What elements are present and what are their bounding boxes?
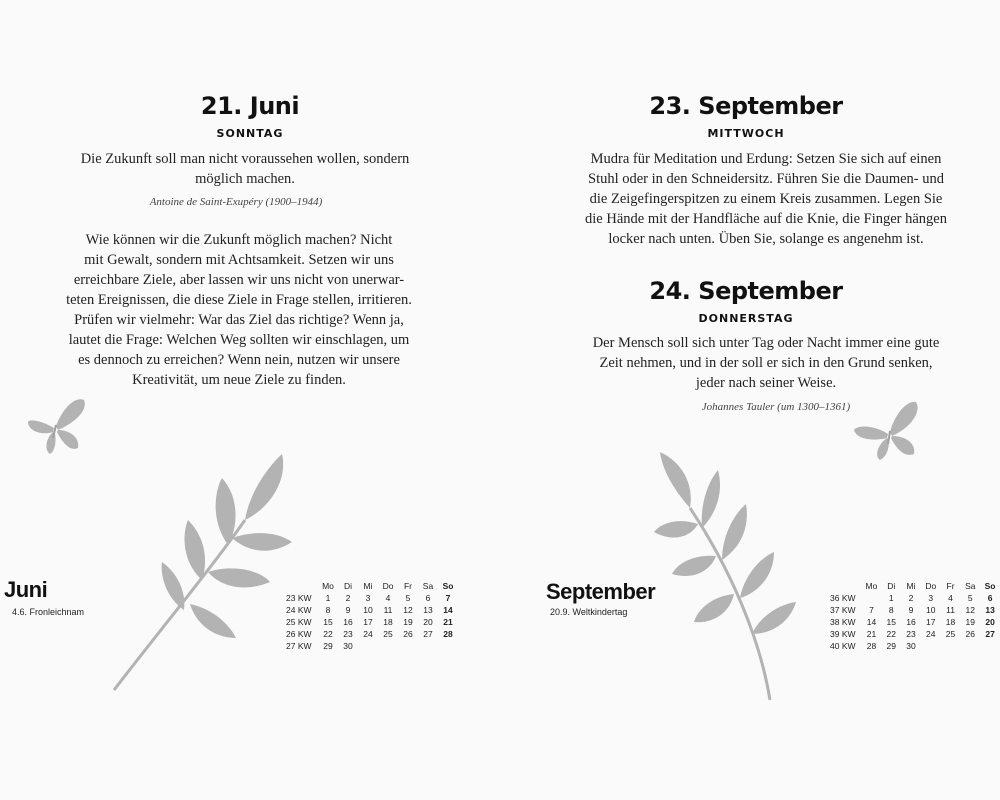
calendar-week-number: 37 KW bbox=[830, 605, 856, 615]
calendar-day: 1 bbox=[888, 593, 894, 603]
calendar-header: Mo bbox=[865, 581, 878, 591]
calendar-day: 21 bbox=[443, 617, 453, 627]
calendar-day: 9 bbox=[908, 605, 914, 615]
calendar-day: 23 bbox=[343, 629, 353, 639]
calendar-header: Fr bbox=[403, 581, 413, 591]
calendar-day: 3 bbox=[928, 593, 934, 603]
calendar-day: 15 bbox=[886, 617, 896, 627]
calendar-header: Fr bbox=[946, 581, 955, 591]
calendar-header: So bbox=[984, 581, 996, 591]
quote bbox=[30, 149, 460, 189]
calendar-day: 28 bbox=[866, 641, 877, 651]
calendar-day: 18 bbox=[383, 617, 393, 627]
calendar-day bbox=[862, 592, 882, 604]
text-line: die Zeigefingerspitzen zu einem Kreis zusammen. Legen Sie bbox=[589, 191, 943, 207]
calendar-week-number: 25 KW bbox=[286, 617, 312, 627]
quote-line: Zeit nehmen, und in der soll er sich in den Grund senken, bbox=[599, 355, 933, 371]
text-line: teten Ereignissen, die diese Ziele in Frage stellen, irritieren. bbox=[66, 292, 412, 308]
calendar-day bbox=[418, 640, 438, 652]
calendar-day: 15 bbox=[323, 617, 333, 627]
calendar-day: 3 bbox=[365, 593, 371, 603]
calendar-day: 4 bbox=[948, 593, 953, 603]
butterfly-icon bbox=[22, 392, 92, 462]
calendar-day: 16 bbox=[343, 617, 353, 627]
calendar-day: 20 bbox=[423, 617, 433, 627]
calendar-day: 27 bbox=[423, 629, 433, 639]
calendar-week-number: 27 KW bbox=[286, 641, 312, 651]
entry-weekday: DONNERSTAG bbox=[698, 312, 794, 325]
calendar-week-row bbox=[830, 604, 1000, 616]
calendar-day: 17 bbox=[363, 617, 373, 627]
calendar-header: Do bbox=[382, 581, 394, 591]
calendar-day: 1 bbox=[325, 593, 331, 603]
calendar-day: 2 bbox=[908, 593, 914, 603]
meditation-text bbox=[536, 149, 996, 249]
leaf-branch-icon bbox=[650, 448, 830, 704]
quote bbox=[536, 333, 996, 393]
calendar-day: 19 bbox=[965, 617, 975, 627]
calendar-header bbox=[286, 580, 318, 592]
quote-line: Die Zukunft soll man nicht voraussehen wollen, sondern bbox=[80, 151, 410, 167]
calendar-day: 22 bbox=[323, 629, 333, 639]
calendar-day: 25 bbox=[945, 629, 956, 639]
calendar-day: 29 bbox=[886, 641, 896, 651]
calendar-day: 22 bbox=[886, 629, 896, 639]
calendar-day bbox=[438, 640, 458, 652]
calendar-header: Mi bbox=[906, 581, 916, 591]
calendar-day: 10 bbox=[926, 605, 936, 615]
calendar-day: 14 bbox=[866, 617, 877, 627]
calendar-day: 29 bbox=[323, 641, 333, 651]
calendar-day: 11 bbox=[383, 605, 393, 615]
entry-date: 21. Juni bbox=[200, 92, 300, 120]
holiday-note: 4.6. Fronleichnam bbox=[12, 607, 85, 617]
calendar-day: 30 bbox=[343, 641, 353, 651]
calendar-day bbox=[960, 640, 980, 652]
quote-author: Antoine de Saint-Exupéry (1900–1944) bbox=[149, 196, 323, 208]
calendar-header-row bbox=[286, 580, 458, 592]
text-line: die Hände mit der Handfläche auf die Knie, die Finger hängen bbox=[585, 211, 947, 227]
calendar-week-number: 40 KW bbox=[830, 641, 856, 651]
calendar-week-row bbox=[286, 592, 458, 604]
calendar-day: 4 bbox=[385, 593, 391, 603]
text-line: lautet die Frage: Welchen Weg sollten wir einschlagen, um bbox=[68, 332, 410, 348]
text-line: Prüfen wir vielmehr: War das Ziel das richtige? Wenn ja, bbox=[74, 312, 404, 328]
calendar-header: Mo bbox=[322, 581, 334, 591]
calendar-week-row bbox=[286, 604, 458, 616]
calendar-header-row bbox=[830, 580, 1000, 592]
quote-line: jeder nach seiner Weise. bbox=[695, 375, 837, 391]
calendar-week-row bbox=[286, 616, 458, 628]
calendar-week-number: 23 KW bbox=[286, 593, 312, 603]
calendar-day bbox=[980, 640, 1000, 652]
calendar-day: 16 bbox=[906, 617, 916, 627]
calendar-week-row bbox=[830, 640, 1000, 652]
calendar-header bbox=[830, 580, 862, 592]
calendar-day: 13 bbox=[985, 605, 995, 615]
calendar-day: 23 bbox=[906, 629, 916, 639]
calendar-day bbox=[921, 640, 941, 652]
calendar-day: 5 bbox=[405, 593, 411, 603]
quote-line: möglich machen. bbox=[195, 171, 295, 187]
calendar-week-row bbox=[830, 592, 1000, 604]
leaf-branch-icon bbox=[110, 450, 300, 695]
calendar-day: 19 bbox=[403, 617, 413, 627]
calendar-day: 7 bbox=[869, 605, 874, 615]
calendar-week-number: 38 KW bbox=[830, 617, 856, 627]
calendar-day: 2 bbox=[345, 593, 351, 603]
text-line: Kreativität, um neue Ziele zu finden. bbox=[132, 372, 346, 388]
calendar-day bbox=[378, 640, 398, 652]
text-line: Wie können wir die Zukunft möglich machen? Nicht bbox=[85, 232, 393, 248]
calendar-day bbox=[941, 640, 961, 652]
calendar-day: 27 bbox=[985, 629, 995, 639]
calendar-header: So bbox=[442, 581, 454, 591]
calendar-day: 28 bbox=[443, 629, 453, 639]
calendar-header: Sa bbox=[965, 581, 976, 591]
month-calendar bbox=[830, 580, 1000, 652]
month-calendar bbox=[286, 580, 458, 652]
calendar-day: 17 bbox=[926, 617, 936, 627]
calendar-day: 20 bbox=[985, 617, 995, 627]
calendar-day: 8 bbox=[325, 605, 331, 615]
entry-date: 24. September bbox=[649, 277, 843, 305]
reflection-text bbox=[20, 230, 458, 390]
calendar-day: 10 bbox=[363, 605, 373, 615]
calendar-day bbox=[398, 640, 418, 652]
calendar-week-number: 36 KW bbox=[830, 593, 856, 603]
calendar-day: 24 bbox=[926, 629, 936, 639]
calendar-day bbox=[358, 640, 378, 652]
calendar-day: 21 bbox=[866, 629, 877, 639]
calendar-day: 30 bbox=[906, 641, 916, 651]
calendar-header: Do bbox=[925, 581, 937, 591]
butterfly-icon bbox=[850, 396, 926, 466]
calendar-week-row bbox=[286, 640, 458, 652]
calendar-day: 24 bbox=[363, 629, 373, 639]
calendar-header: Di bbox=[343, 581, 353, 591]
calendar-day: 14 bbox=[443, 605, 453, 615]
calendar-week-row bbox=[830, 628, 1000, 640]
text-line: mit Gewalt, sondern mit Achtsamkeit. Setzen wir uns bbox=[84, 252, 394, 268]
text-line: es dennoch zu erreichen? Wenn nein, nutzen wir unsere bbox=[78, 352, 400, 368]
holiday-note: 20.9. Weltkindertag bbox=[550, 607, 628, 617]
right-page bbox=[500, 0, 1000, 800]
calendar-day: 9 bbox=[345, 605, 351, 615]
text-line: erreichbare Ziele, aber lassen wir uns nicht von unerwar- bbox=[73, 272, 405, 288]
calendar-week-number: 24 KW bbox=[286, 605, 312, 615]
calendar-day: 6 bbox=[987, 593, 993, 603]
quote-line: Der Mensch soll sich unter Tag oder Nacht immer eine gute bbox=[592, 335, 940, 351]
calendar-week-row bbox=[286, 628, 458, 640]
calendar-week-row bbox=[830, 616, 1000, 628]
calendar-week-number: 26 KW bbox=[286, 629, 312, 639]
text-line: locker nach unten. Üben Sie, solange es angenehm ist. bbox=[608, 231, 924, 247]
entry-weekday: SONNTAG bbox=[216, 127, 284, 140]
calendar-day: 26 bbox=[403, 629, 413, 639]
entry-date: 23. September bbox=[649, 92, 843, 120]
calendar-header: Mi bbox=[363, 581, 373, 591]
calendar-day: 25 bbox=[383, 629, 393, 639]
quote-author: Johannes Tauler (um 1300–1361) bbox=[701, 401, 851, 413]
calendar-day: 12 bbox=[965, 605, 975, 615]
calendar-day: 11 bbox=[946, 605, 955, 615]
calendar-week-number: 39 KW bbox=[830, 629, 856, 639]
text-line: Mudra für Meditation und Erdung: Setzen Sie sich auf einen bbox=[590, 151, 942, 167]
calendar-day: 18 bbox=[945, 617, 956, 627]
calendar-day: 26 bbox=[965, 629, 975, 639]
calendar-header: Sa bbox=[422, 581, 434, 591]
calendar-day: 6 bbox=[425, 593, 431, 603]
calendar-day: 5 bbox=[967, 593, 973, 603]
calendar-day: 7 bbox=[445, 593, 451, 603]
calendar-header: Di bbox=[887, 581, 896, 591]
calendar-day: 12 bbox=[403, 605, 413, 615]
month-title: Juni bbox=[4, 577, 48, 602]
month-title: September bbox=[546, 579, 656, 604]
calendar-day: 8 bbox=[888, 605, 894, 615]
entry-weekday: MITTWOCH bbox=[707, 127, 785, 140]
calendar-day: 13 bbox=[423, 605, 433, 615]
text-line: Stuhl oder in den Schneidersitz. Führen Sie die Daumen- und bbox=[588, 171, 944, 187]
